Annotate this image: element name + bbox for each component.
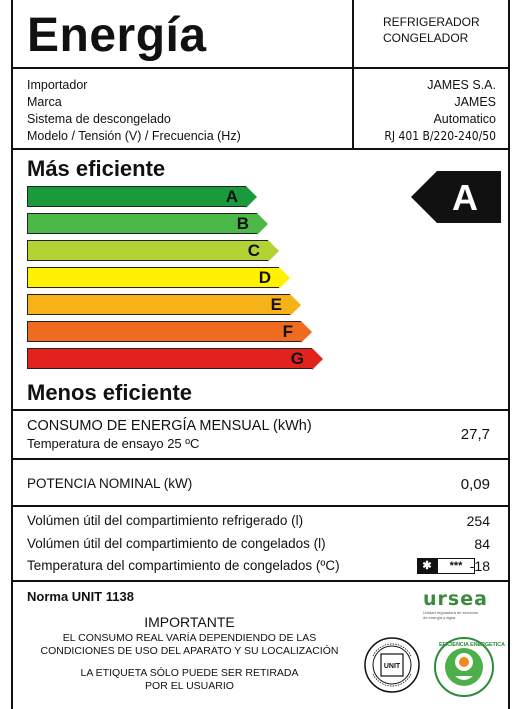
scale-bar-g [27, 348, 312, 369]
spec-labels [27, 77, 241, 145]
scale-bar-a [27, 186, 246, 207]
spec-value-modelo: RJ 401 B/220-240/50 [384, 129, 496, 143]
scale-bar-c [27, 240, 268, 261]
divider [13, 458, 508, 460]
volume-freezer-value: 84 [474, 536, 490, 552]
ursea-wordmark: ursea [423, 588, 488, 610]
scale-letter-d: D [258, 268, 271, 287]
spec-label-descongelado: Sistema de descongelado [27, 112, 171, 126]
consumption-sublabel: Temperatura de ensayo 25 ºC [27, 436, 200, 451]
divider [13, 505, 508, 507]
freezer-star-rating [417, 558, 475, 574]
spec-label-modelo: Modelo / Tensión (V) / Frecuencia (Hz) [27, 129, 241, 143]
scale-bar-d [27, 267, 279, 288]
consumption-value: 27,7 [460, 426, 490, 443]
unit-seal-text: UNIT [383, 663, 401, 670]
freezer-temp-value: -18 [469, 558, 490, 574]
scale-bar-e [27, 294, 290, 315]
scale-letter-b: B [236, 214, 249, 233]
scale-bar-b [27, 213, 257, 234]
spec-value-descongelado: Automatico [433, 112, 496, 126]
spec-value-importador: JAMES S.A. [427, 78, 496, 92]
scale-top-label: Más eficiente [27, 156, 166, 181]
rating-letter: A [452, 177, 478, 218]
consumption-label: CONSUMO DE ENERGÍA MENSUAL (kWh) [27, 418, 312, 434]
volume-refrigerated-value: 254 [466, 513, 490, 529]
rating-indicator [411, 171, 501, 223]
scale-letter-c: C [247, 241, 260, 260]
ursea-subtitle-2: de energía y agua [423, 615, 456, 620]
freezer-stars: *** [437, 558, 475, 574]
header-divider [352, 0, 354, 150]
product-type [383, 14, 480, 46]
divider [13, 67, 508, 69]
norma-text: Norma UNIT 1138 [27, 589, 134, 604]
spec-label-marca: Marca [27, 95, 62, 109]
scale-bottom-label: Menos eficiente [27, 380, 193, 405]
scale-letter-a: A [225, 187, 238, 206]
unit-seal-icon [363, 636, 421, 694]
volume-refrigerated-label: Volúmen útil del compartimiento refrigerado (l) [27, 513, 304, 528]
spec-values [384, 77, 496, 145]
note-line1: LA ETIQUETA SÓLO PUEDE SER RETIRADA [80, 667, 299, 679]
divider [13, 148, 508, 150]
scale-letter-f: F [282, 322, 293, 341]
energy-label [11, 0, 510, 709]
spec-value-marca: JAMES [454, 95, 496, 109]
important-line2: CONDICIONES DE USO DEL APARATO Y SU LOCALIZACIÓN [40, 645, 339, 657]
important-title: IMPORTANTE [144, 614, 235, 630]
volume-freezer-label: Volúmen útil del compartimiento de congelados (l) [27, 536, 326, 551]
ursea-logo [423, 588, 501, 620]
scale-bar-f [27, 321, 301, 342]
power-label: POTENCIA NOMINAL (kW) [27, 476, 193, 491]
label-title: Energía [27, 9, 207, 62]
product-type-line2: CONGELADOR [383, 31, 469, 45]
eficiencia-seal-text: EFICIENCIA ENERGETICA [439, 642, 505, 648]
ursea-subtitle-1: Unidad reguladora de servicios [423, 610, 479, 615]
important-line1: EL CONSUMO REAL VARÍA DEPENDIENDO DE LAS [62, 632, 317, 644]
spec-label-importador: Importador [27, 78, 88, 92]
power-value: 0,09 [460, 476, 490, 493]
snowflake-icon: ✱ [417, 558, 437, 574]
scale-letter-g: G [290, 349, 304, 368]
divider [13, 580, 508, 582]
eficiencia-seal-icon [433, 636, 505, 698]
freezer-temp-label: Temperatura del compartimiento de congelados (ºC) [27, 558, 340, 573]
note-line2: POR EL USUARIO [145, 680, 234, 692]
product-type-line1: REFRIGERADOR [383, 15, 480, 29]
divider [13, 409, 508, 411]
scale-letter-e: E [270, 295, 282, 314]
